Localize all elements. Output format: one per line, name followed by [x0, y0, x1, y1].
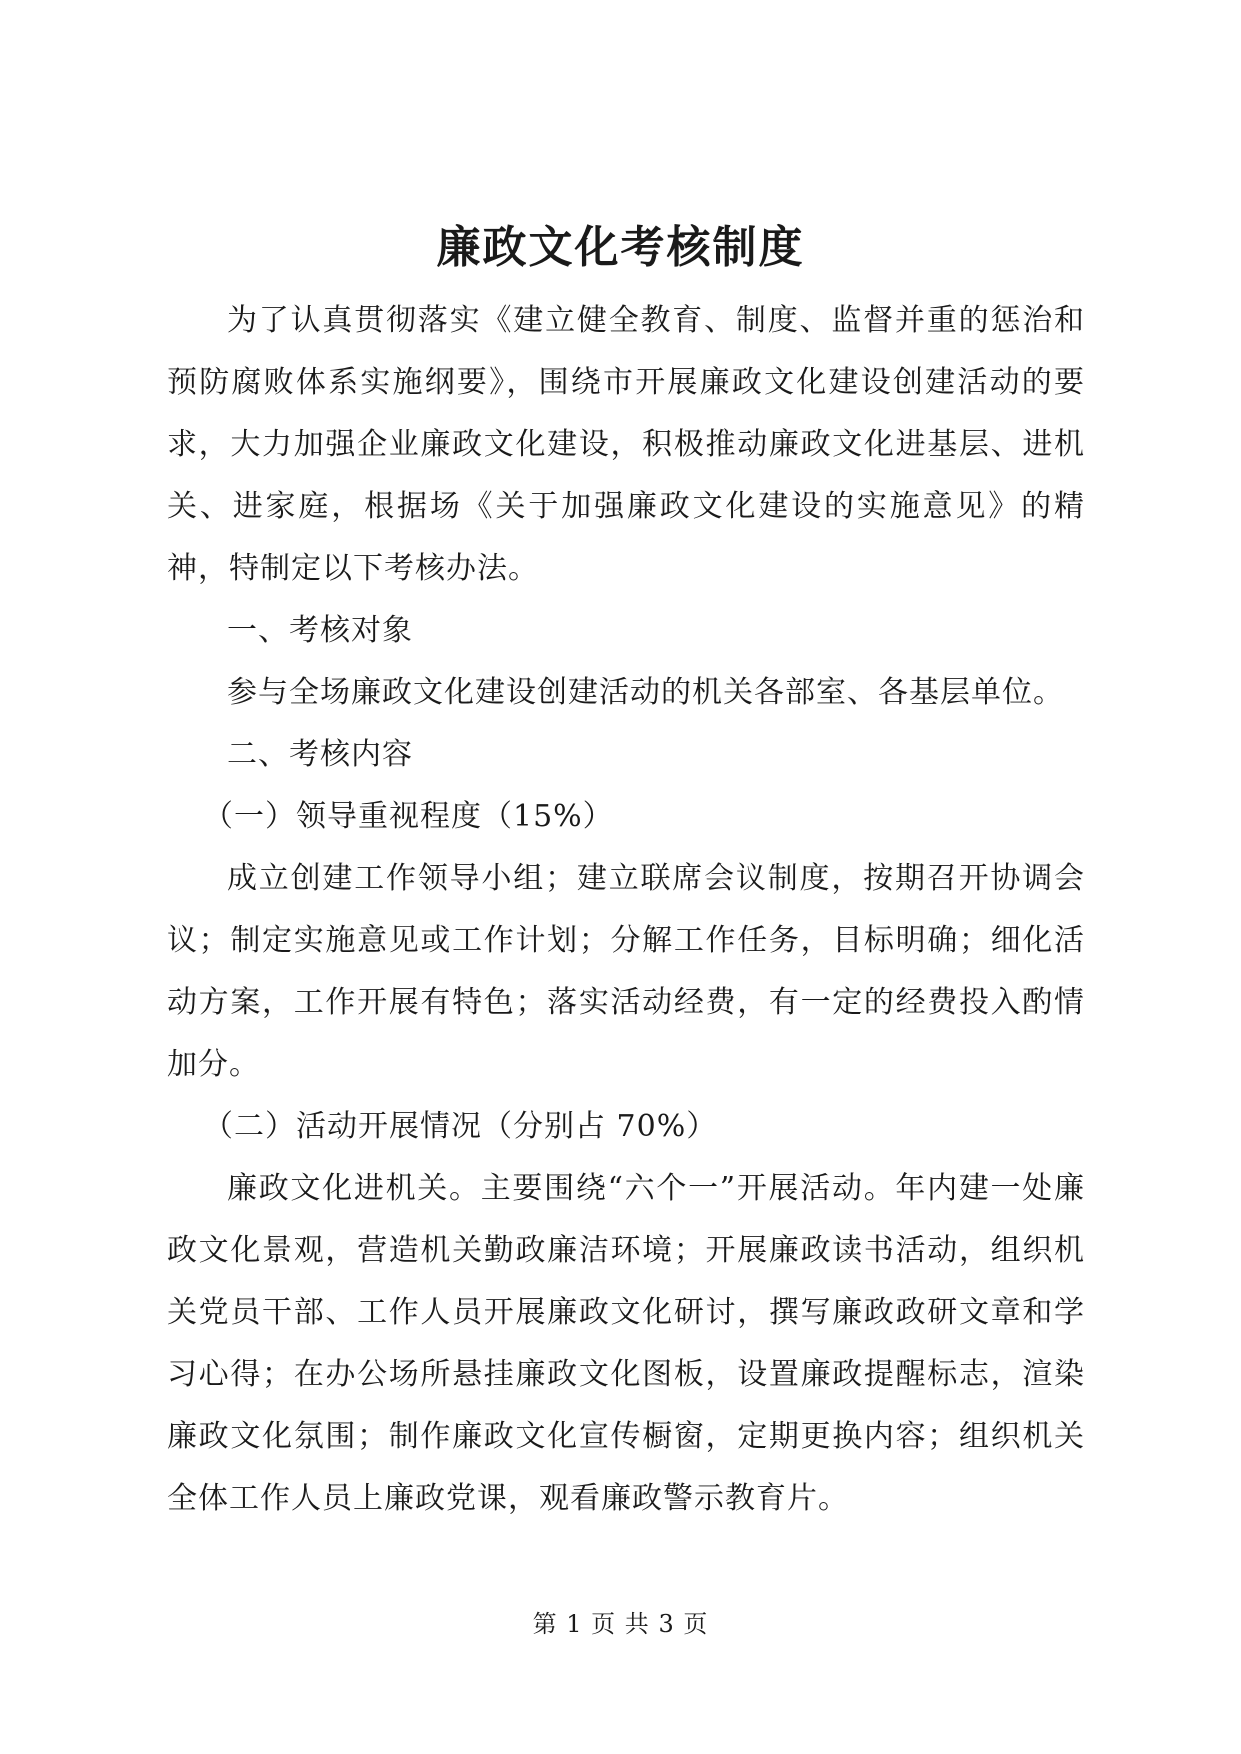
document-body	[167, 290, 1085, 1530]
document-title: 廉政文化考核制度	[436, 222, 805, 273]
subsection-heading-1: （一）领导重视程度（15%）	[203, 799, 614, 834]
subsection-heading-2: （二）活动开展情况（分别占 70%）	[203, 1109, 718, 1144]
page-footer: 第 1 页 共 3 页	[532, 1610, 709, 1638]
intro-paragraph: 为了认真贯彻落实《建立健全教育、制度、监督并重的惩治和预防腐败体系实施纲要》，围绕市开展廉政文化建设创建活动的要求，大力加强企业廉政文化建设，积极推动廉政文化进基层、进机关、进家庭，根据场《关于加强廉政文化建设的实施意见》的精神，特制定以下考核办法。	[167, 303, 1085, 586]
section-heading-1: 一、考核对象	[227, 613, 413, 648]
subsection-2-paragraph: 廉政文化进机关。主要围绕“六个一”开展活动。年内建一处廉政文化景观，营造机关勤政廉洁环境；开展廉政读书活动，组织机关党员干部、工作人员开展廉政文化研讨，撰写廉政政研文章和学习心得；在办公场所悬挂廉政文化图板，设置廉政提醒标志，渲染廉政文化氛围；制作廉政文化宣传橱窗，定期更换内容；组织机关全体工作人员上廉政党课，观看廉政警示教育片。	[167, 1171, 1085, 1516]
section-heading-2: 二、考核内容	[227, 737, 413, 772]
subsection-1-paragraph: 成立创建工作领导小组；建立联席会议制度，按期召开协调会议；制定实施意见或工作计划；分解工作任务，目标明确；细化活动方案，工作开展有特色；落实活动经费，有一定的经费投入酌情加分。	[167, 861, 1085, 1082]
section-1-paragraph: 参与全场廉政文化建设创建活动的机关各部室、各基层单位。	[227, 675, 1064, 710]
